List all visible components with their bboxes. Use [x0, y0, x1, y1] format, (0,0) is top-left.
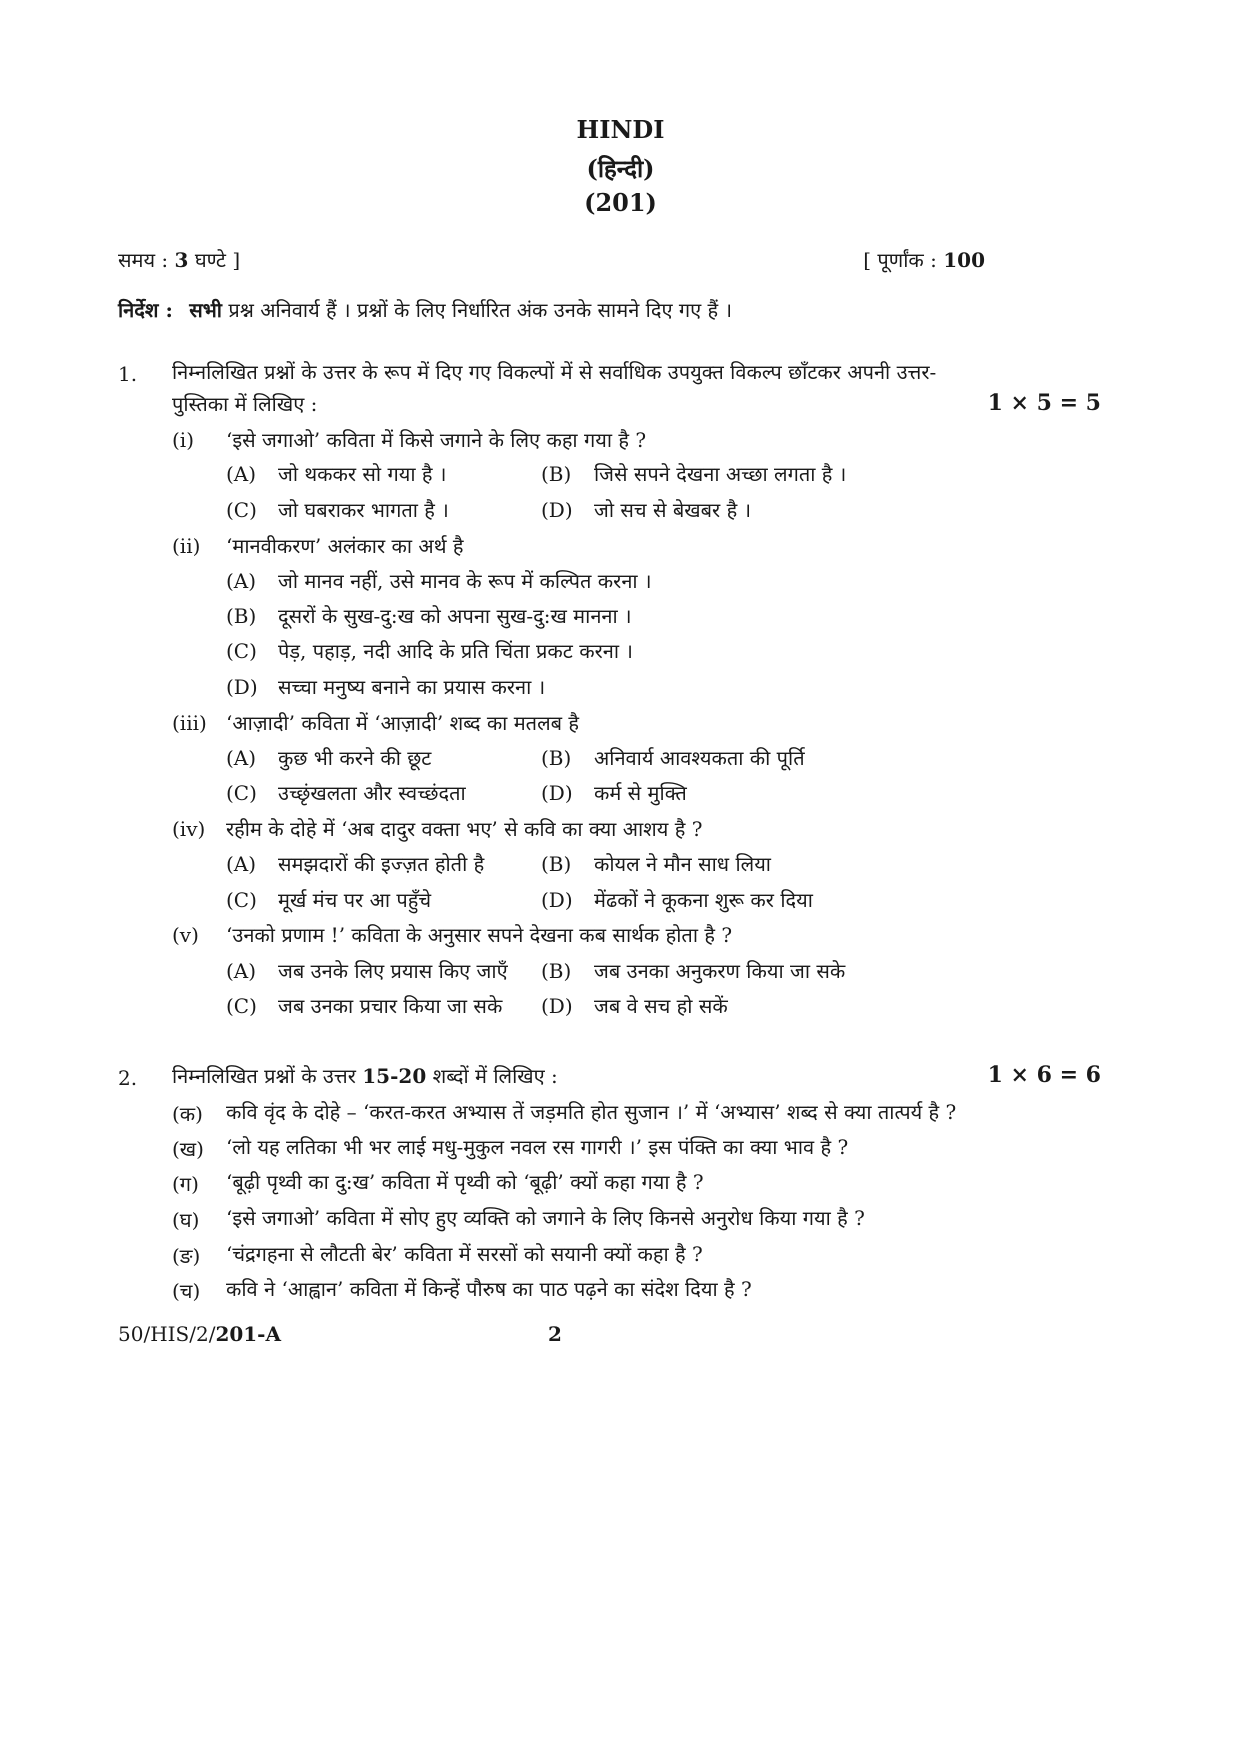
option-label: (B) — [541, 959, 572, 983]
total-marks — [863, 246, 985, 273]
time-unit: घण्टे ] — [194, 248, 241, 272]
instructions-label: निर्देश : — [118, 298, 173, 322]
option-text: कर्म से मुक्ति — [594, 781, 687, 805]
option-text: दूसरों के सुख-दु:ख को अपना सुख-दु:ख मानना । — [278, 604, 632, 628]
option-text: समझदारों की इज्ज़त होती है — [278, 852, 485, 876]
option-label: (D) — [541, 888, 573, 912]
sub-question-text: ‘बूढ़ी पृथ्वी का दु:ख’ कविता में पृथ्वी को ‘बूढ़ी’ क्यों कहा गया है ? — [226, 1170, 704, 1194]
option-text: जो घबराकर भागता है । — [278, 498, 449, 522]
sub-question-text: ‘आज़ादी’ कविता में ‘आज़ादी’ शब्द का मतलब है — [226, 711, 580, 735]
option-text: पेड़, पहाड़, नदी आदि के प्रति चिंता प्रकट करना । — [278, 639, 633, 663]
sub-question-text: ‘इसे जगाओ’ कविता में किसे जगाने के लिए कहा गया है ? — [226, 428, 647, 452]
option-text: जब उनके लिए प्रयास किए जाएँ — [278, 959, 508, 983]
word-limit: 15-20 — [362, 1064, 427, 1088]
sub-question-label: (iii) — [172, 711, 207, 735]
option-label: (C) — [226, 888, 257, 912]
option-label: (C) — [226, 639, 257, 663]
option-text: जो सच से बेखबर है । — [594, 498, 752, 522]
option-text: कुछ भी करने की छूट — [278, 746, 432, 770]
sub-question-label: (i) — [172, 428, 195, 452]
option-label: (B) — [541, 462, 572, 486]
subject-title-hi: (हिन्दी) — [586, 154, 655, 183]
sub-question-label: (iv) — [172, 817, 206, 841]
option-text: कोयल ने मौन साध लिया — [594, 852, 771, 876]
option-text: जब उनका प्रचार किया जा सके — [278, 994, 503, 1018]
instructions — [118, 296, 732, 323]
option-text: मूर्ख मंच पर आ पहुँचे — [278, 888, 432, 912]
question-text-part: शब्दों में लिखिए : — [432, 1064, 558, 1088]
marks-label: [ पूर्णांक : — [863, 248, 937, 272]
option-text: मेंढकों ने कूकना शुरू कर दिया — [594, 888, 813, 912]
option-label: (A) — [226, 852, 257, 876]
question-text-cont: पुस्तिका में लिखिए : — [172, 392, 318, 416]
question-text-part: निम्नलिखित प्रश्नों के उत्तर — [172, 1064, 356, 1088]
option-label: (C) — [226, 994, 257, 1018]
marks-value: 100 — [943, 248, 985, 272]
sub-question-label: (घ) — [172, 1208, 200, 1232]
sub-question-label: (क) — [172, 1102, 203, 1126]
sub-question-text: ‘इसे जगाओ’ कविता में सोए हुए व्यक्ति को जगाने के लिए किनसे अनुरोध किया गया है ? — [226, 1206, 865, 1230]
option-label: (A) — [226, 959, 257, 983]
option-label: (C) — [226, 781, 257, 805]
sub-question-label: (ii) — [172, 534, 201, 558]
time-label: समय : — [118, 248, 169, 272]
option-label: (D) — [541, 781, 573, 805]
question-text — [172, 1058, 558, 1094]
question-marks: 1 × 5 = 5 — [987, 390, 1101, 416]
sub-question-label: (ङ) — [172, 1244, 201, 1268]
time-line — [118, 246, 240, 273]
paper-code-prefix: 50/HIS/2/ — [118, 1322, 216, 1346]
sub-question-text: रहीम के दोहे में ‘अब दादुर वक्ता भए’ से कवि का क्या आशय है ? — [226, 817, 703, 841]
option-label: (A) — [226, 746, 257, 770]
option-text: उच्छृंखलता और स्वच्छंदता — [278, 781, 466, 805]
sub-question-label: (च) — [172, 1279, 201, 1303]
question-text: निम्नलिखित प्रश्नों के उत्तर के रूप में दिए गए विकल्पों में से सर्वाधिक उपयुक्त विकल्प छाँटकर अपनी उत्तर- — [172, 360, 937, 384]
time-value: 3 — [174, 248, 189, 272]
option-text: जो मानव नहीं, उसे मानव के रूप में कल्पित करना । — [278, 569, 652, 593]
option-label: (D) — [226, 675, 258, 699]
sub-question-text: कवि वृंद के दोहे – ‘करत-करत अभ्यास तें जड़मति होत सुजान ।’ में ‘अभ्यास’ शब्द से क्या तात्पर्य है ? — [226, 1100, 957, 1124]
option-text: जिसे सपने देखना अच्छा लगता है । — [594, 462, 847, 486]
sub-question-label: (ग) — [172, 1172, 199, 1196]
option-label: (A) — [226, 569, 257, 593]
paper-code — [118, 1322, 281, 1346]
sub-question-text: ‘उनको प्रणाम !’ कविता के अनुसार सपने देखना कब सार्थक होता है ? — [226, 923, 733, 947]
option-text: जब वे सच हो सकें — [594, 994, 728, 1018]
sub-question-text: ‘मानवीकरण’ अलंकार का अर्थ है — [226, 534, 464, 558]
sub-question-label: (ख) — [172, 1137, 204, 1161]
option-text: जब उनका अनुकरण किया जा सके — [594, 959, 846, 983]
instructions-bold: सभी — [189, 298, 222, 322]
sub-question-text: ‘चंद्रगहना से लौटती बेर’ कविता में सरसों को सयानी क्यों कहा है ? — [226, 1242, 703, 1266]
sub-question-text: ‘लो यह लतिका भी भर लाई मधु-मुकुल नवल रस गागरी ।’ इस पंक्ति का क्या भाव है ? — [226, 1135, 849, 1159]
option-label: (B) — [226, 604, 257, 628]
sub-question-label: (v) — [172, 923, 199, 947]
subject-title-en: HINDI — [576, 115, 665, 144]
question-marks: 1 × 6 = 6 — [987, 1062, 1101, 1088]
option-text: जो थककर सो गया है । — [278, 462, 447, 486]
option-text: सच्चा मनुष्य बनाने का प्रयास करना । — [278, 675, 546, 699]
option-label: (D) — [541, 994, 573, 1018]
option-label: (C) — [226, 498, 257, 522]
paper-code-suffix: 201-A — [215, 1322, 282, 1346]
option-label: (D) — [541, 498, 573, 522]
subject-code: (201) — [584, 188, 657, 217]
option-label: (B) — [541, 746, 572, 770]
question-number: 2. — [118, 1066, 138, 1090]
option-label: (B) — [541, 852, 572, 876]
page-number: 2 — [548, 1322, 562, 1346]
option-text: अनिवार्य आवश्यकता की पूर्ति — [594, 746, 805, 770]
instructions-text: प्रश्न अनिवार्य हैं । प्रश्नों के लिए निर्धारित अंक उनके सामने दिए गए हैं । — [228, 298, 733, 322]
question-number: 1. — [118, 362, 138, 386]
sub-question-text: कवि ने ‘आह्वान’ कविता में किन्हें पौरुष का पाठ पढ़ने का संदेश दिया है ? — [226, 1277, 752, 1301]
option-label: (A) — [226, 462, 257, 486]
